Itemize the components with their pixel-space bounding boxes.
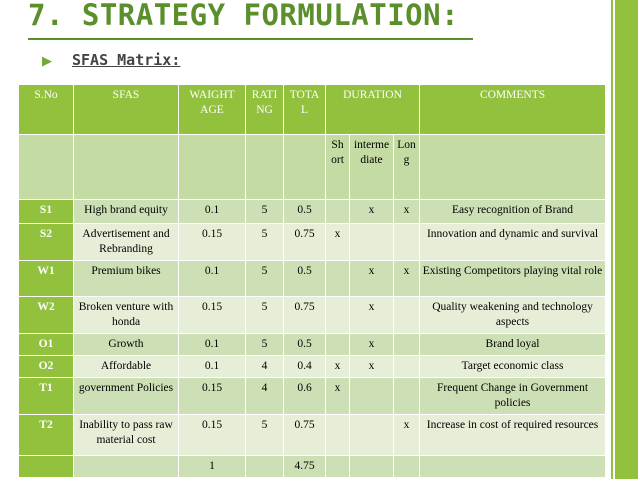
cell-long <box>394 297 420 334</box>
cell-comment: Innovation and dynamic and survival <box>420 224 606 261</box>
cell-long <box>394 378 420 415</box>
cell-intermediate <box>350 415 394 456</box>
cell-weight: 0.1 <box>179 356 246 378</box>
cell-long: x <box>394 261 420 297</box>
header-rating: RATI NG <box>246 85 284 135</box>
cell-comment: Frequent Change in Government policies <box>420 378 606 415</box>
header-total: TOTA L <box>284 85 326 135</box>
cell-total: 0.75 <box>284 224 326 261</box>
cell-short: x <box>326 224 350 261</box>
cell-weight: 0.15 <box>179 297 246 334</box>
total-score: 4.75 <box>284 456 326 478</box>
subheader-empty <box>179 135 246 200</box>
cell-sno: T1 <box>19 378 74 415</box>
cell-sfas: Premium bikes <box>74 261 179 297</box>
subheader-empty <box>19 135 74 200</box>
cell-rating: 5 <box>246 224 284 261</box>
table-row <box>19 200 606 224</box>
cell-comment: Target economic class <box>420 356 606 378</box>
cell-weight: 0.1 <box>179 261 246 297</box>
right-accent-bar <box>615 0 638 479</box>
cell-sfas: Broken venture with honda <box>74 297 179 334</box>
cell-short <box>326 415 350 456</box>
cell-short <box>326 200 350 224</box>
cell-comment: Increase in cost of required resources <box>420 415 606 456</box>
cell-empty <box>246 456 284 478</box>
cell-sno: S1 <box>19 200 74 224</box>
header-duration: DURATION <box>326 85 420 135</box>
cell-total: 0.5 <box>284 334 326 356</box>
cell-weight: 0.1 <box>179 334 246 356</box>
cell-total: 0.75 <box>284 415 326 456</box>
sfas-matrix-table <box>18 84 606 478</box>
header-row <box>19 85 606 135</box>
table-row <box>19 356 606 378</box>
subheader-short: Sh ort <box>326 135 350 200</box>
table-row <box>19 378 606 415</box>
cell-intermediate: x <box>350 334 394 356</box>
cell-comment: Brand loyal <box>420 334 606 356</box>
cell-sno: S2 <box>19 224 74 261</box>
cell-sno: W2 <box>19 297 74 334</box>
cell-short <box>326 261 350 297</box>
cell-total: 0.5 <box>284 200 326 224</box>
totals-row <box>19 456 606 478</box>
cell-rating: 5 <box>246 334 284 356</box>
slide-subtitle: SFAS Matrix: <box>72 51 181 69</box>
cell-weight: 0.15 <box>179 224 246 261</box>
cell-short <box>326 297 350 334</box>
cell-empty <box>420 456 606 478</box>
cell-total: 0.6 <box>284 378 326 415</box>
subheader-empty <box>284 135 326 200</box>
cell-intermediate: x <box>350 200 394 224</box>
cell-empty <box>74 456 179 478</box>
subheader-intermediate: interme diate <box>350 135 394 200</box>
cell-sfas: Growth <box>74 334 179 356</box>
cell-empty <box>394 456 420 478</box>
cell-sfas: government Policies <box>74 378 179 415</box>
cell-intermediate: x <box>350 261 394 297</box>
header-sfas: SFAS <box>74 85 179 135</box>
subheader-empty <box>246 135 284 200</box>
table-row <box>19 261 606 297</box>
cell-empty <box>350 456 394 478</box>
cell-sno: T2 <box>19 415 74 456</box>
cell-short: x <box>326 356 350 378</box>
cell-intermediate <box>350 224 394 261</box>
cell-long: x <box>394 415 420 456</box>
arrow-bullet-icon: ▶ <box>42 54 52 69</box>
cell-sno: O2 <box>19 356 74 378</box>
header-sno: S.No <box>19 85 74 135</box>
cell-total: 0.75 <box>284 297 326 334</box>
cell-intermediate: x <box>350 297 394 334</box>
slide-title: 7. STRATEGY FORMULATION: <box>28 0 460 32</box>
table-row <box>19 297 606 334</box>
header-comments: COMMENTS <box>420 85 606 135</box>
cell-comment: Easy recognition of Brand <box>420 200 606 224</box>
cell-empty <box>19 456 74 478</box>
cell-intermediate <box>350 378 394 415</box>
title-underline <box>28 38 473 40</box>
table-row <box>19 415 606 456</box>
header-weightage: WAIGHT AGE <box>179 85 246 135</box>
cell-comment: Quality weakening and technology aspects <box>420 297 606 334</box>
cell-comment: Existing Competitors playing vital role <box>420 261 606 297</box>
cell-sfas: Affordable <box>74 356 179 378</box>
subheader-empty <box>74 135 179 200</box>
cell-intermediate: x <box>350 356 394 378</box>
cell-weight: 0.15 <box>179 378 246 415</box>
cell-long <box>394 224 420 261</box>
cell-total: 0.5 <box>284 261 326 297</box>
cell-short: x <box>326 378 350 415</box>
cell-rating: 4 <box>246 378 284 415</box>
cell-long: x <box>394 200 420 224</box>
right-accent-line <box>611 0 613 479</box>
cell-long <box>394 356 420 378</box>
cell-sno: W1 <box>19 261 74 297</box>
cell-total: 0.4 <box>284 356 326 378</box>
table-row <box>19 334 606 356</box>
cell-rating: 5 <box>246 200 284 224</box>
cell-rating: 5 <box>246 415 284 456</box>
cell-empty <box>326 456 350 478</box>
cell-sno: O1 <box>19 334 74 356</box>
cell-rating: 5 <box>246 297 284 334</box>
cell-weight: 0.1 <box>179 200 246 224</box>
cell-long <box>394 334 420 356</box>
cell-rating: 4 <box>246 356 284 378</box>
subheader-long: Lon g <box>394 135 420 200</box>
cell-sfas: High brand equity <box>74 200 179 224</box>
cell-short <box>326 334 350 356</box>
cell-sfas: Inability to pass raw material cost <box>74 415 179 456</box>
table-row <box>19 224 606 261</box>
cell-sfas: Advertisement and Rebranding <box>74 224 179 261</box>
subheader-empty <box>420 135 606 200</box>
cell-rating: 5 <box>246 261 284 297</box>
duration-subheader-row <box>19 135 606 200</box>
total-weightage: 1 <box>179 456 246 478</box>
cell-weight: 0.15 <box>179 415 246 456</box>
